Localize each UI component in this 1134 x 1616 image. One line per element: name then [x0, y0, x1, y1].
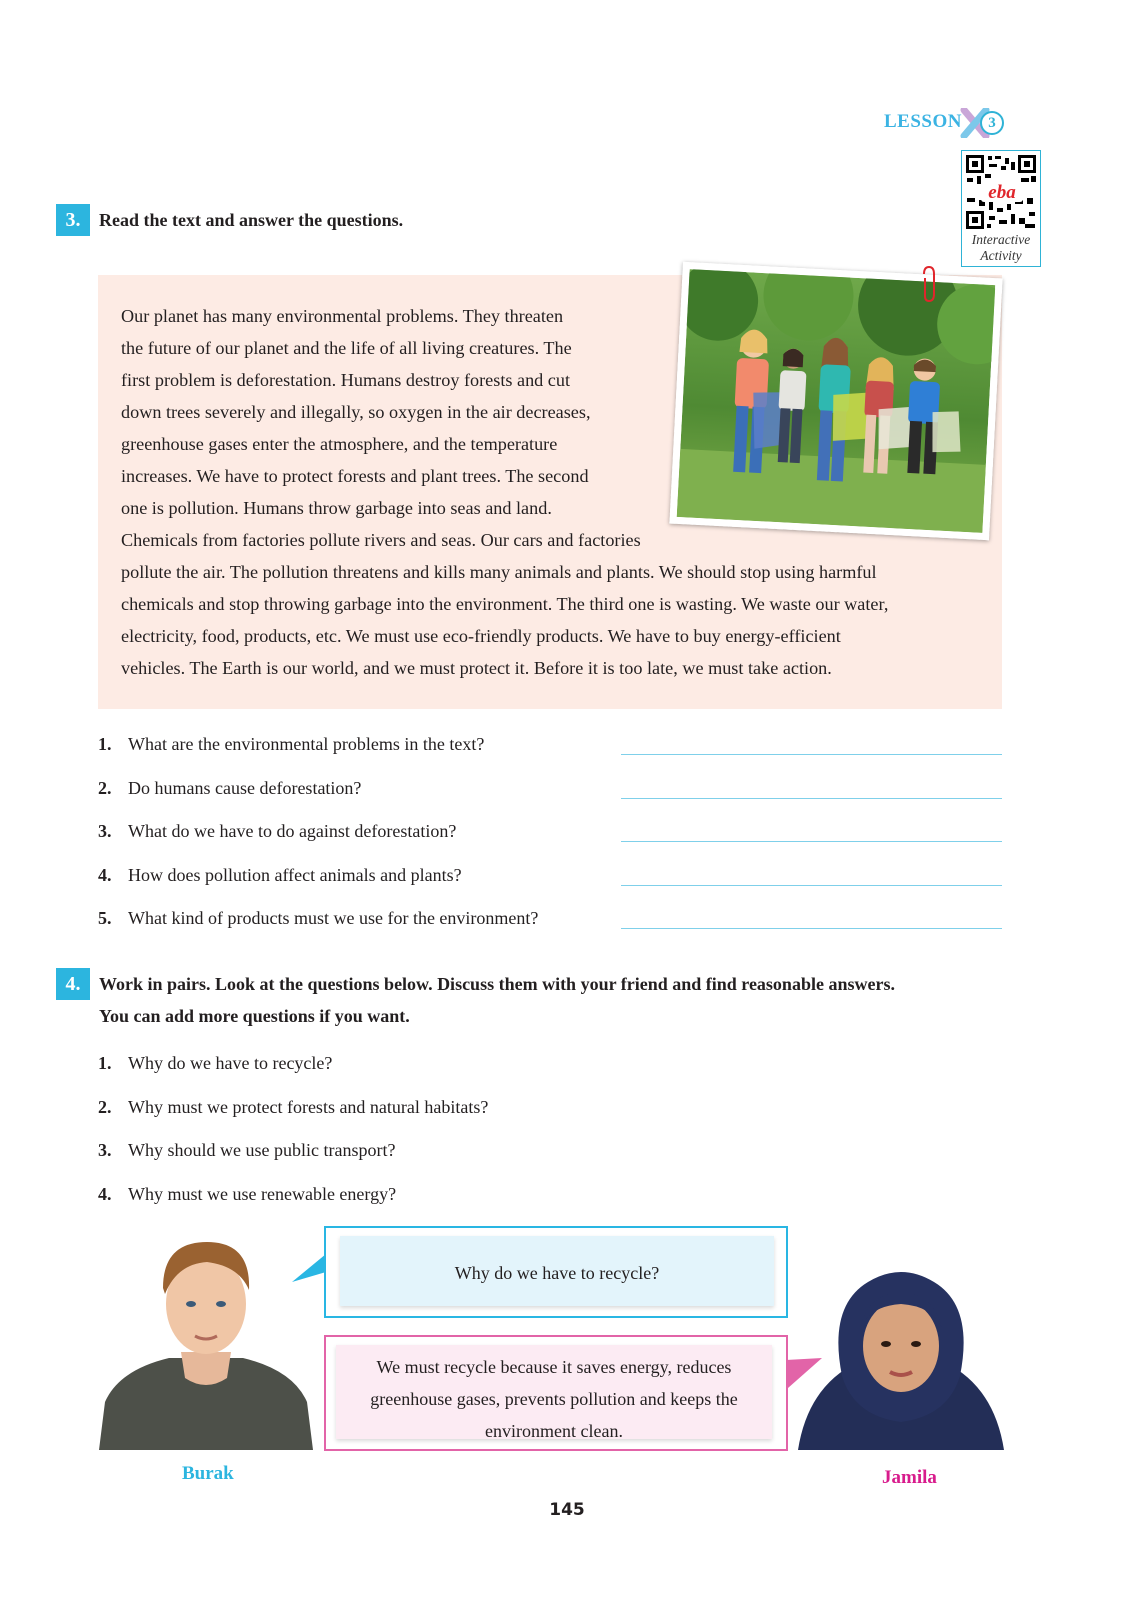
exercise-4-number: 4.	[56, 968, 90, 1000]
burak-portrait	[99, 1232, 313, 1450]
reading-line: Chemicals from factories pollute rivers and seas. Our cars and factories	[121, 530, 641, 550]
answer-line-1: We must recycle because it saves energy, reduces	[376, 1357, 732, 1377]
paperclip-icon	[918, 264, 940, 304]
reading-line: greenhouse gases enter the atmosphere, and the temperature	[121, 434, 558, 454]
reading-line: electricity, food, products, etc. We must use eco-friendly products. We have to buy energy-efficient	[121, 626, 841, 646]
reading-line: chemicals and stop throwing garbage into the environment. The third one is wasting. We waste our water,	[121, 594, 889, 614]
speaker-burak: Burak	[182, 1463, 234, 1484]
answer-line-3: environment clean.	[485, 1421, 623, 1441]
question-text: How does pollution affect animals and plants?	[128, 864, 462, 885]
exercise-3-title: Read the text and answer the questions.	[99, 210, 404, 230]
exercise-4-title-line1: Work in pairs. Look at the questions below. Discuss them with your friend and find reasonable answers.	[99, 974, 895, 994]
question-text: Do humans cause deforestation?	[128, 777, 362, 798]
answer-line[interactable]	[621, 798, 1002, 799]
reading-line: pollute the air. The pollution threatens and kills many animals and plants. We should stop using harmful	[121, 562, 877, 582]
svg-text:eba: eba	[988, 182, 1016, 203]
question-text: What kind of products must we use for the environment?	[128, 908, 539, 928]
reading-line: the future of our planet and the life of all living creatures. The	[121, 338, 572, 358]
question-number: 4.	[98, 864, 112, 885]
qr-code-icon	[965, 154, 1037, 230]
interactive-activity-qr[interactable]	[961, 150, 1041, 267]
lesson-label: LESSON	[884, 111, 962, 132]
speaker-jamila: Jamila	[882, 1467, 937, 1488]
reading-line: Our planet has many environmental problems. They threaten	[121, 306, 564, 326]
exercise-4-title-line2: You can add more questions if you want.	[99, 1006, 410, 1026]
lesson-header	[884, 108, 1014, 138]
reading-line: down trees severely and illegally, so oxygen in the air decreases,	[121, 402, 591, 422]
question-number: 2.	[98, 777, 112, 798]
bubble-tail-blue	[292, 1252, 326, 1284]
answer-line[interactable]	[621, 754, 1002, 755]
question-text: What are the environmental problems in the text?	[128, 734, 485, 754]
question-number: 4.	[98, 1183, 112, 1204]
question-text: Why must we use renewable energy?	[128, 1183, 397, 1204]
question-number: 3.	[98, 1140, 112, 1160]
question-number: 2.	[98, 1096, 112, 1117]
question-text: What do we have to do against deforestation?	[128, 821, 457, 841]
question-bubble-text: Why do we have to recycle?	[454, 1263, 660, 1283]
question-number: 5.	[98, 908, 112, 928]
lesson-number: 3	[980, 111, 1004, 135]
exercise-3-number: 3.	[56, 204, 90, 236]
question-text: Why should we use public transport?	[128, 1140, 396, 1160]
question-bubble	[324, 1226, 788, 1318]
qr-caption: Interactive Activity	[971, 232, 1031, 263]
reading-line: increases. We have to protect forests and plant trees. The second	[121, 466, 589, 486]
volunteers-cleaning-photo	[677, 269, 996, 533]
reading-line: one is pollution. Humans throw garbage into seas and land.	[121, 498, 552, 518]
answer-line[interactable]	[621, 928, 1002, 929]
answer-bubble	[324, 1335, 788, 1451]
page-number: 145	[549, 1500, 585, 1520]
photo-card	[669, 262, 1002, 540]
jamila-portrait	[798, 1266, 1004, 1450]
answer-line-2: greenhouse gases, prevents pollution and keeps the	[370, 1389, 738, 1409]
answer-line[interactable]	[621, 885, 1002, 886]
answer-line[interactable]	[621, 841, 1002, 842]
question-number: 1.	[98, 734, 112, 754]
reading-line: vehicles. The Earth is our world, and we must protect it. Before it is too late, we must take action.	[121, 658, 832, 678]
question-text: Why must we protect forests and natural habitats?	[128, 1096, 489, 1117]
reading-line: first problem is deforestation. Humans destroy forests and cut	[121, 370, 571, 390]
question-text: Why do we have to recycle?	[128, 1053, 333, 1073]
question-number: 3.	[98, 821, 112, 841]
question-number: 1.	[98, 1053, 112, 1073]
